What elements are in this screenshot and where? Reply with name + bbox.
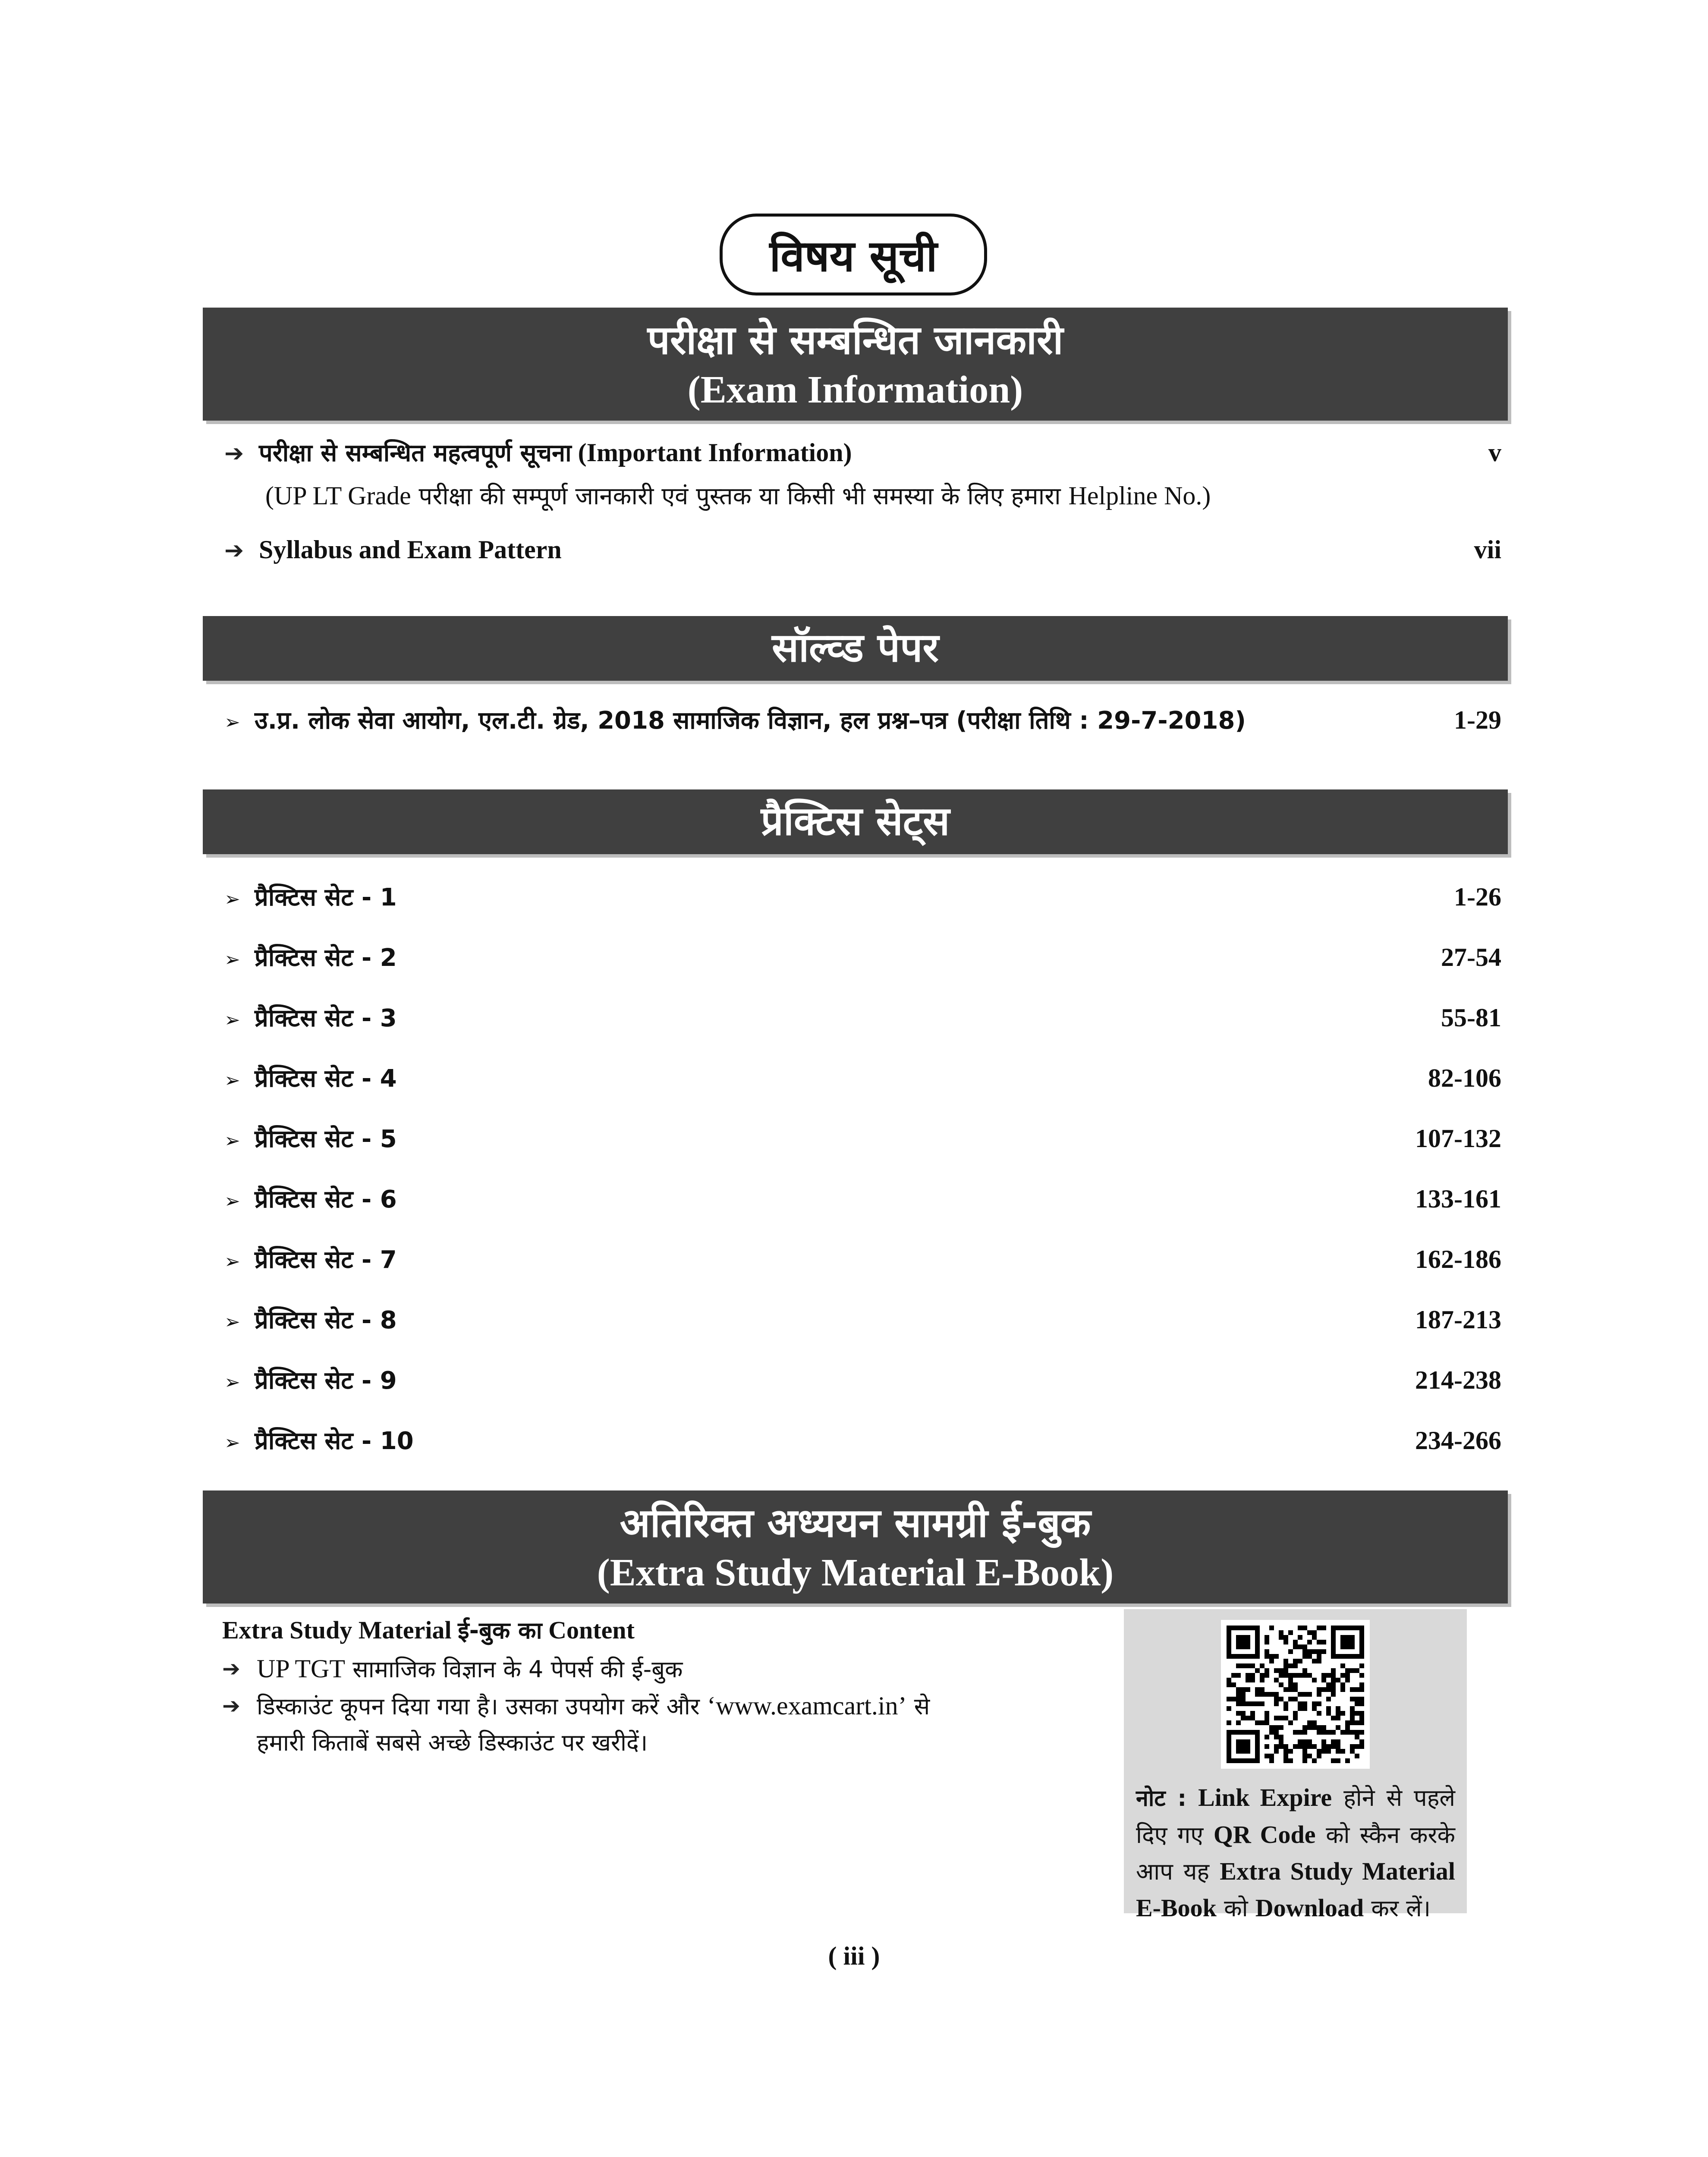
toc-page-number: 187-213 <box>1415 1305 1501 1334</box>
triangle-bullet-icon: ➢ <box>224 1130 240 1152</box>
toc-page-number: v <box>1488 438 1501 467</box>
toc-page-number: 82-106 <box>1428 1064 1501 1092</box>
toc-entry-label: प्रैक्टिस सेट - 5 <box>255 1125 397 1153</box>
triangle-bullet-icon: ➢ <box>224 1371 240 1393</box>
toc-row-practice-set[interactable] <box>224 1001 1501 1034</box>
section-title-english: (Extra Study Material E-Book) <box>597 1551 1114 1594</box>
right-arrow-icon: ➔ <box>222 1693 240 1718</box>
right-arrow-icon: ➔ <box>224 537 244 564</box>
triangle-bullet-icon: ➢ <box>224 949 240 971</box>
page-title: विषय सूची <box>720 214 987 296</box>
toc-row-practice-set[interactable] <box>224 1122 1501 1154</box>
list-item <box>222 1688 1085 1761</box>
toc-page-number: 107-132 <box>1415 1124 1501 1153</box>
toc-page-number: 55-81 <box>1441 1003 1501 1032</box>
note-text: QR Code <box>1213 1821 1316 1849</box>
toc-entry-subnote <box>265 479 1211 512</box>
section-header-extra-study-material <box>203 1490 1508 1604</box>
toc-entry-label-hindi: परीक्षा से सम्बन्धित महत्वपूर्ण सूचना <box>259 439 572 467</box>
section-title-hindi: प्रैक्टिस सेट्स <box>761 798 950 844</box>
page-number: ( iii ) <box>828 1942 880 1970</box>
triangle-bullet-icon: ➢ <box>224 1069 240 1091</box>
toc-entry-label: प्रैक्टिस सेट - 1 <box>255 884 397 912</box>
toc-row-important-information[interactable] <box>224 436 1501 469</box>
section-title-hindi: परीक्षा से सम्बन्धित जानकारी <box>647 317 1063 363</box>
bullet-text-english: UP TGT <box>257 1654 346 1683</box>
triangle-bullet-icon: ➢ <box>224 888 240 910</box>
toc-entry-label: प्रैक्टिस सेट - 2 <box>255 944 397 972</box>
subnote-hindi: परीक्षा की सम्पूर्ण जानकारी एवं पुस्तक या किसी भी समस्या के लिए हमारा <box>418 482 1061 510</box>
section-title-english: (Exam Information) <box>687 368 1023 411</box>
bullet-text-hindi-2: से <box>914 1693 930 1720</box>
extra-material-heading <box>222 1613 1085 1645</box>
toc-row-practice-set[interactable] <box>224 1182 1501 1215</box>
qr-code-box <box>1124 1609 1467 1922</box>
note-text: Download <box>1255 1894 1364 1922</box>
section-title-hindi: सॉल्व्ड पेपर <box>772 625 939 671</box>
website-link[interactable]: ‘www.examcart.in’ <box>707 1692 907 1720</box>
qr-note <box>1136 1780 1455 1927</box>
bullet-text-line-2: हमारी किताबें सबसे अच्छे डिस्काउंट पर खरीदें। <box>257 1729 648 1756</box>
toc-row-practice-set[interactable] <box>224 1424 1501 1456</box>
toc-page-number: 234-266 <box>1415 1426 1501 1455</box>
note-label: नोट : <box>1136 1786 1187 1811</box>
toc-entry-label: प्रैक्टिस सेट - 8 <box>255 1306 397 1334</box>
toc-page-number: 133-161 <box>1415 1185 1501 1213</box>
section-title-hindi: अतिरिक्त अध्ययन सामग्री ई-बुक <box>620 1500 1091 1546</box>
triangle-bullet-icon: ➢ <box>224 711 240 733</box>
note-text: Link Expire <box>1198 1783 1332 1811</box>
toc-entry-label: Syllabus and Exam Pattern <box>259 535 562 564</box>
bullet-text-hindi: डिस्काउंट कूपन दिया गया है। उसका उपयोग करें और <box>257 1693 700 1720</box>
toc-row-practice-set[interactable] <box>224 1303 1501 1336</box>
toc-entry-label: प्रैक्टिस सेट - 7 <box>255 1246 397 1274</box>
note-text: को स्कैन करके आप यह <box>1136 1821 1456 1885</box>
toc-page-number: 1-26 <box>1454 883 1501 911</box>
toc-row-syllabus[interactable] <box>224 535 1501 565</box>
toc-entry-label-english: (Important Information) <box>578 438 852 467</box>
note-text: कर लें। <box>1371 1895 1431 1922</box>
subnote-open: (UP LT Grade <box>265 481 411 510</box>
toc-entry-label: प्रैक्टिस सेट - 4 <box>255 1065 397 1093</box>
toc-row-practice-set[interactable] <box>224 1363 1501 1396</box>
toc-entry-label: प्रैक्टिस सेट - 10 <box>255 1427 414 1455</box>
toc-page-number: vii <box>1474 535 1501 564</box>
heading-hindi: ई-बुक का <box>458 1617 542 1644</box>
note-text: Extra Study Material E-Book <box>1136 1857 1455 1922</box>
toc-entry-label: उ.प्र. लोक सेवा आयोग, एल.टी. ग्रेड, 2018 सामाजिक विज्ञान, हल प्रश्न–पत्र (परीक्षा तिथि : 29-7-2018) <box>255 707 1246 735</box>
toc-row-practice-set[interactable] <box>224 880 1501 913</box>
heading-english-2: Content <box>548 1616 635 1644</box>
toc-row-practice-set[interactable] <box>224 1242 1501 1275</box>
section-header-solved-paper <box>203 616 1508 681</box>
triangle-bullet-icon: ➢ <box>224 1251 240 1273</box>
toc-page-number: 27-54 <box>1441 943 1501 972</box>
triangle-bullet-icon: ➢ <box>224 1311 240 1333</box>
toc-entry-label: प्रैक्टिस सेट - 9 <box>255 1367 397 1395</box>
note-text: को <box>1224 1895 1248 1922</box>
section-header-exam-information <box>203 308 1508 421</box>
note-text: होने से पहले दिए गए <box>1136 1784 1456 1849</box>
section-header-practice-sets <box>203 789 1508 854</box>
triangle-bullet-icon: ➢ <box>224 1432 240 1454</box>
triangle-bullet-icon: ➢ <box>224 1009 240 1031</box>
toc-row-practice-set[interactable] <box>224 940 1501 973</box>
toc-entry-label: प्रैक्टिस सेट - 6 <box>255 1185 397 1214</box>
right-arrow-icon: ➔ <box>224 440 244 467</box>
subnote-close: Helpline No.) <box>1068 481 1211 510</box>
toc-entry-label: प्रैक्टिस सेट - 3 <box>255 1004 397 1032</box>
toc-page-number: 1-29 <box>1454 706 1501 734</box>
triangle-bullet-icon: ➢ <box>224 1190 240 1212</box>
toc-entry-label <box>259 436 1488 469</box>
toc-row-practice-set[interactable] <box>224 1061 1501 1094</box>
toc-row-solved-paper[interactable] <box>224 703 1501 736</box>
extra-material-content <box>222 1613 1085 1761</box>
bullet-text-hindi: सामाजिक विज्ञान के 4 पेपर्स की ई-बुक <box>352 1656 683 1683</box>
toc-page-number: 162-186 <box>1415 1245 1501 1273</box>
qr-code-icon[interactable] <box>1221 1620 1370 1769</box>
list-item <box>222 1651 1085 1688</box>
right-arrow-icon: ➔ <box>222 1656 240 1681</box>
heading-english: Extra Study Material <box>222 1616 452 1644</box>
toc-page-number: 214-238 <box>1415 1366 1501 1394</box>
